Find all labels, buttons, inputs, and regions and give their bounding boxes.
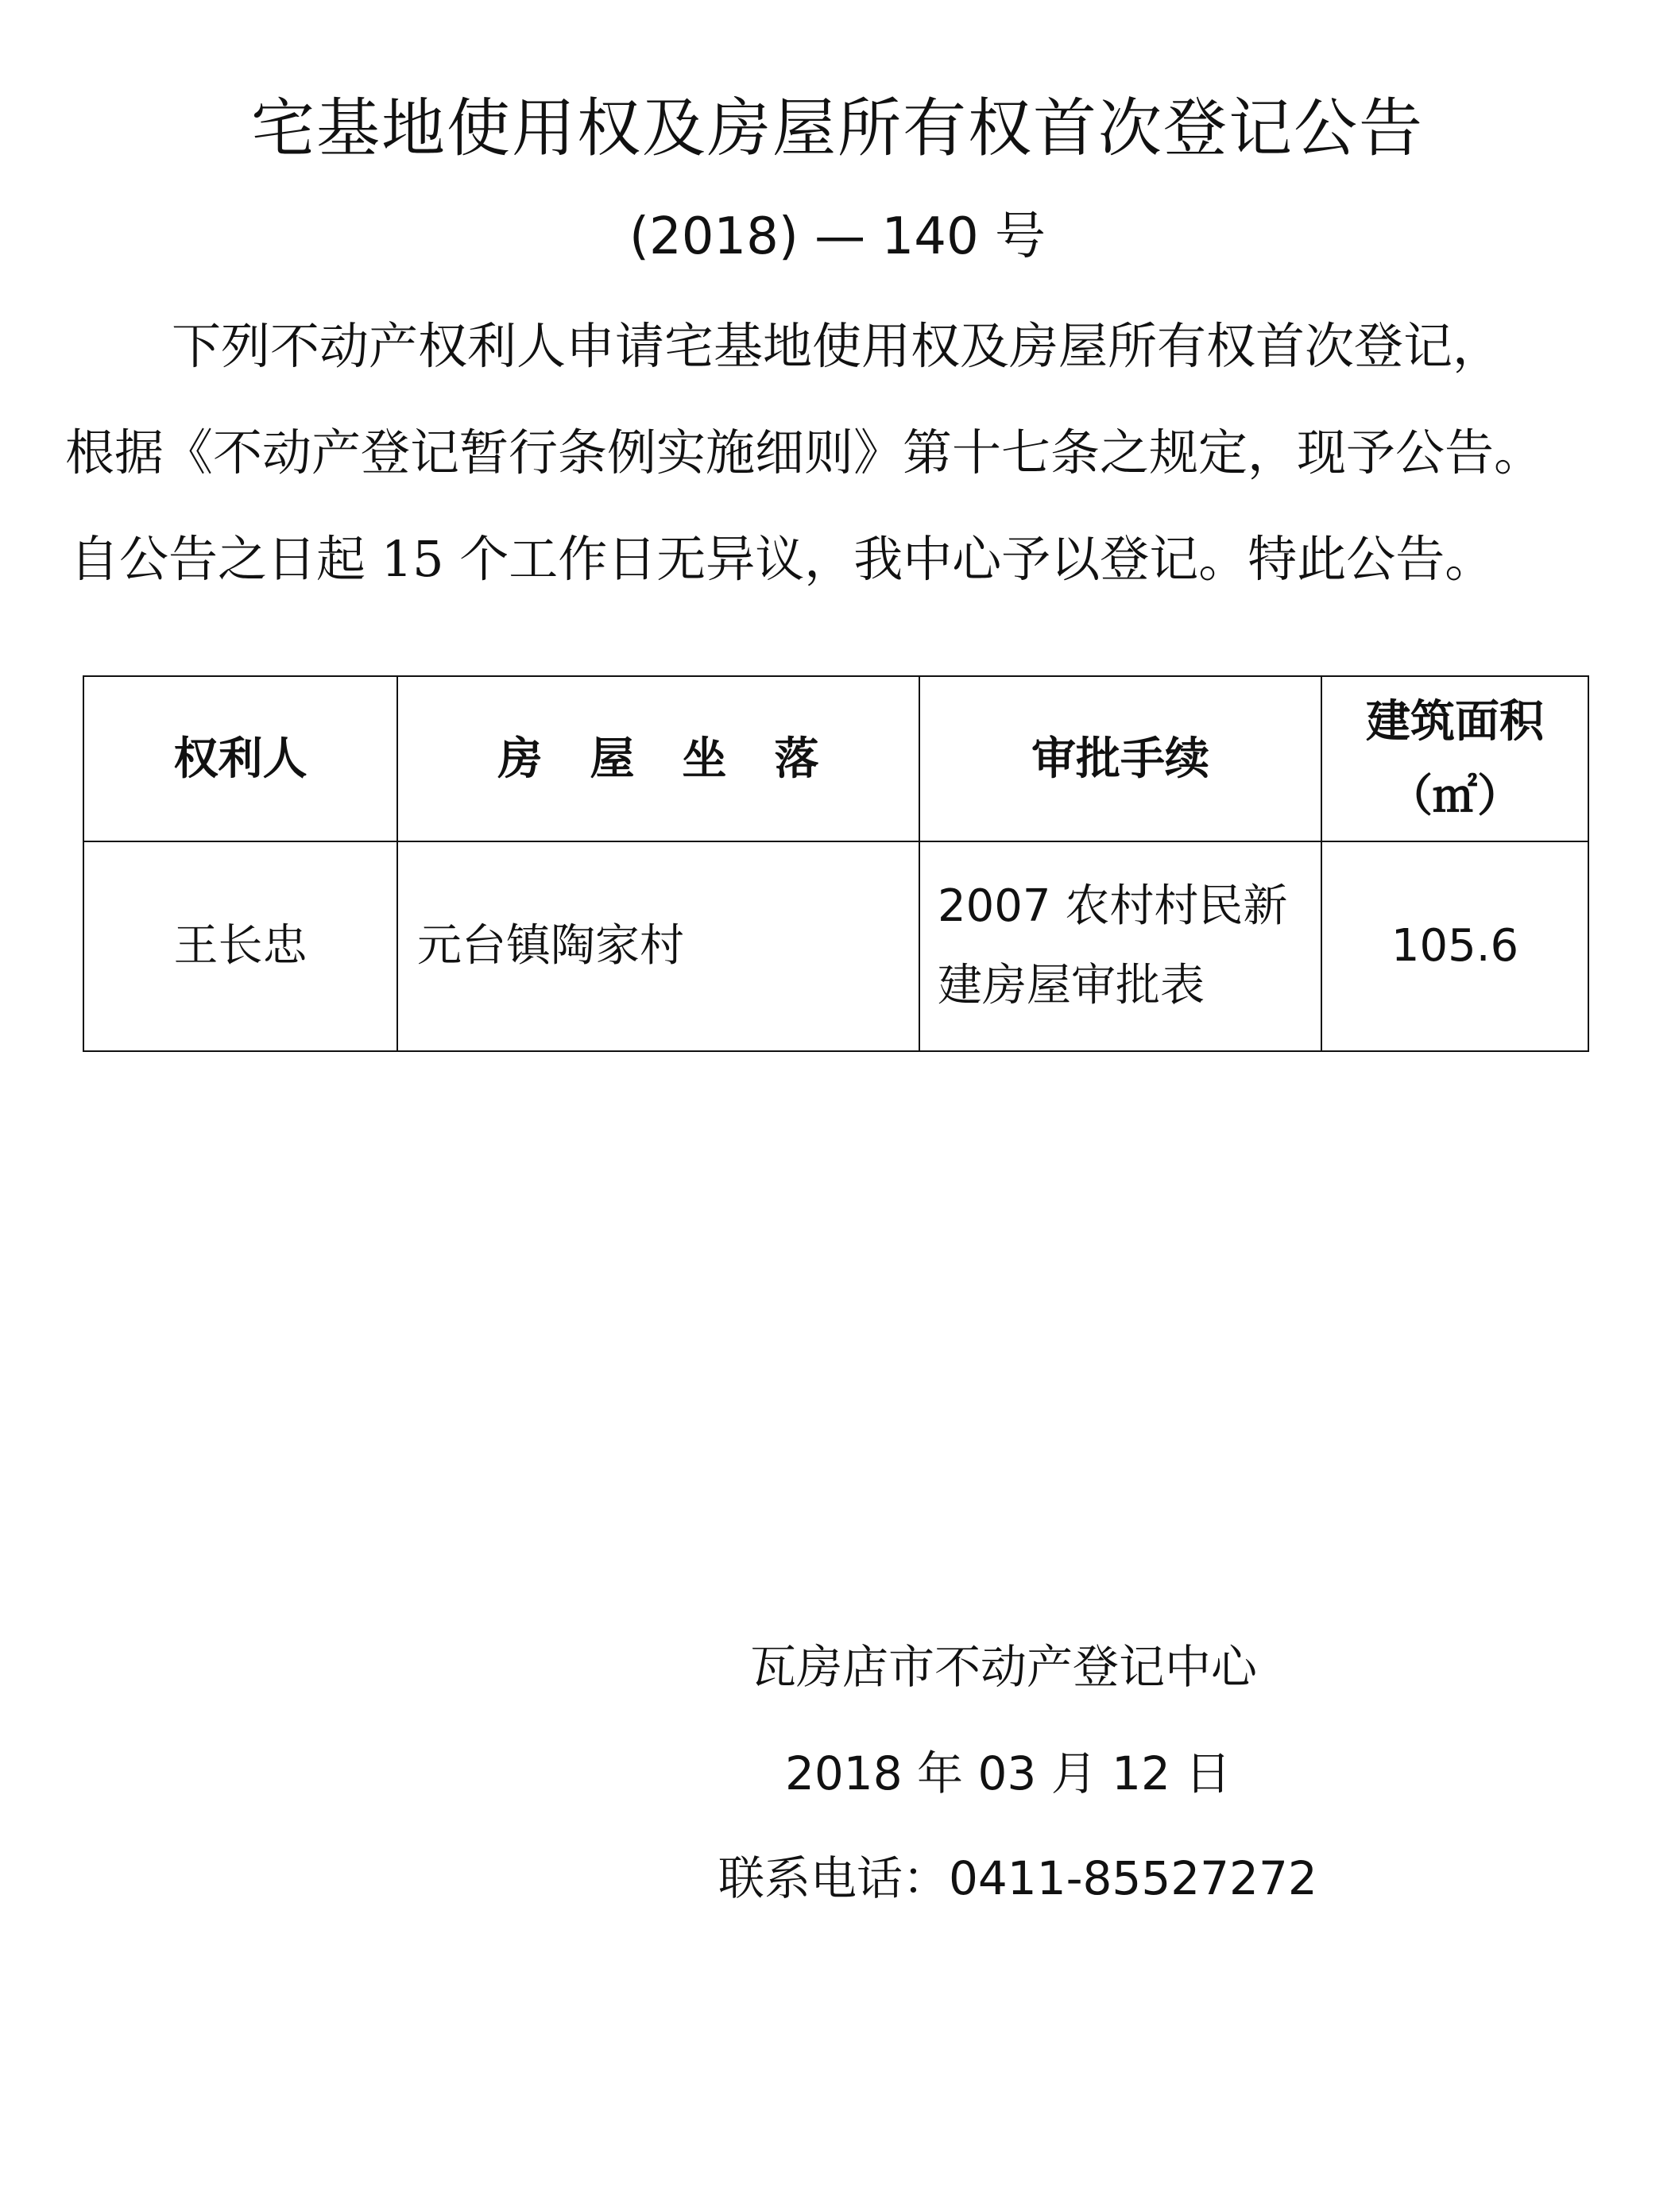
registration-table — [83, 675, 1589, 1052]
header-location-label: 房屋坐落 — [497, 733, 867, 785]
header-location — [397, 676, 919, 841]
cell-approval: 2007 农村村民新建房屋审批表 — [919, 841, 1321, 1051]
header-area — [1321, 676, 1588, 841]
cell-location: 元台镇陶家村 — [397, 841, 919, 1051]
document-number: (2018) — 140 号 — [629, 207, 1046, 266]
contact-phone: 联系电话：0411-85527272 — [718, 1851, 1317, 1905]
header-area-unit: （㎡） — [1388, 770, 1522, 822]
body-line-1: 下列不动产权利人申请宅基地使用权及房屋所有权首次登记， — [172, 317, 1503, 375]
table-header-row — [83, 676, 1588, 841]
body-line-2: 根据《不动产登记暂行条例实施细则》第十七条之规定，现予公告。 — [65, 423, 1544, 481]
header-holder: 权利人 — [83, 676, 397, 841]
issuing-organization: 瓦房店市不动产登记中心 — [750, 1640, 1258, 1694]
table-row — [83, 841, 1588, 1051]
header-area-label: 建筑面积 — [1366, 695, 1544, 748]
page-title: 宅基地使用权及房屋所有权首次登记公告 — [251, 91, 1424, 165]
issue-date: 2018 年 03 月 12 日 — [785, 1746, 1232, 1800]
cell-area: 105.6 — [1321, 841, 1588, 1051]
cell-holder: 王长忠 — [83, 841, 397, 1051]
body-line-3: 自公告之日起 15 个工作日无异议，我中心予以登记。特此公告。 — [70, 530, 1495, 588]
header-approval: 审批手续 — [919, 676, 1321, 841]
